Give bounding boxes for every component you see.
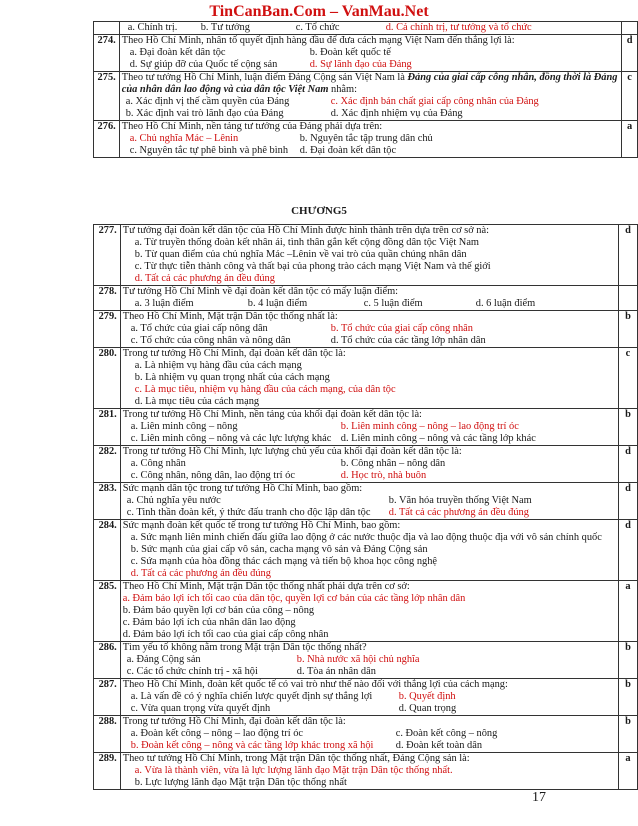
option-b: b. Văn hóa truyền thống Việt Nam xyxy=(388,495,532,506)
option-a: a. 3 luận điểm xyxy=(134,298,194,309)
option-c: c. Vừa quan trọng vừa quyết định xyxy=(130,703,271,714)
question-number: 284. xyxy=(94,520,121,581)
question-number: 277. xyxy=(94,225,121,286)
question-table-chapter5 xyxy=(93,224,638,790)
table-row xyxy=(94,409,638,446)
question-text: Sức mạnh đoàn kết quốc tế trong tư tưởng Hồ Chí Minh, bao gồm: xyxy=(122,520,401,531)
table-row xyxy=(94,121,638,158)
option-a: a. Tổ chức của giai cấp nông dân xyxy=(130,323,268,334)
option-c: c. Tinh thần đoàn kết, ý thức đấu tranh cho độc lập dân tộc xyxy=(126,507,371,518)
answer: d xyxy=(618,520,637,581)
answer: a xyxy=(618,581,637,642)
site-header: TinCanBan.Com – VanMau.Net xyxy=(209,3,429,20)
question-number: 289. xyxy=(94,753,121,790)
option-c: c. Sứa mạnh của hòa đồng thác cách mạng và tiến bộ khoa học công nghệ xyxy=(130,556,438,567)
question-text: Tư tưởng đại đoàn kết dân tộc của Hồ Chí Minh được hình thành trên dựa trên cơ sở nà: xyxy=(122,225,489,236)
question-number: 282. xyxy=(94,446,121,483)
option-d: d. Đảm bảo lợi ích tối cao của giai cấp công nhân xyxy=(122,629,329,640)
table-row xyxy=(94,311,638,348)
answer: c xyxy=(618,348,637,409)
option-c: d. Sự giúp đỡ của Quốc tế cộng sản xyxy=(129,59,278,70)
question-number: 278. xyxy=(94,286,121,311)
answer: a xyxy=(618,753,637,790)
answer: d xyxy=(622,35,638,72)
question-number: 288. xyxy=(94,716,121,753)
question-table-top xyxy=(93,21,638,158)
answer xyxy=(618,286,637,311)
answer: d xyxy=(618,446,637,483)
answer: d xyxy=(618,225,637,286)
answer: c xyxy=(622,72,638,121)
option-a: a. Từ truyền thống đoàn kết nhân ái, tình thân gắn kết cộng đồng dân tộc Việt Nam xyxy=(134,237,480,248)
question-number: 285. xyxy=(94,581,121,642)
option-d: d. 6 luận điểm xyxy=(475,298,536,309)
option-c: c. Xác định bản chất giai cấp công nhân của Đảng xyxy=(330,96,539,107)
option-a: a. Đoàn kết công – nông – lao động trí óc xyxy=(130,728,304,739)
table-row xyxy=(94,642,638,679)
option-b: b. Đoàn kết công – nông và các tầng lớp khác trong xã hội xyxy=(130,740,374,751)
option-c: c. Liên minh công – nông và các lực lượng khác xyxy=(130,433,332,444)
option-d: d. Học trò, nhà buôn xyxy=(340,470,427,481)
option-a: a. Công nhân xyxy=(130,458,186,469)
question-text: Trong tư tưởng Hồ Chí Minh, đại đoàn kết dân tộc là: xyxy=(122,348,346,359)
table-row xyxy=(94,446,638,483)
table-row xyxy=(94,753,638,790)
option-b: b. Đảm bảo quyền lợi cơ bản của công – nông xyxy=(122,605,315,616)
option-d: d. Tất cả các phương án đều đúng xyxy=(130,568,271,579)
table-row xyxy=(94,35,638,72)
question-text: Trong tư tưởng Hồ Chí Minh, lực lượng chủ yếu của khối đại đoàn kết dân tộc là: xyxy=(122,446,462,457)
option-c: c. Từ thực tiễn thành công và thất bại của phong trào cách mạng Việt Nam và thế giới xyxy=(134,261,491,272)
option-d: d. Tổ chức của các tầng lớp nhân dân xyxy=(330,335,486,346)
answer: b xyxy=(618,311,637,348)
option-a: a. Chủ nghĩa yêu nước xyxy=(126,495,221,506)
option-c: c. Nguyên tắc tự phê bình và phê bình xyxy=(129,145,289,156)
options-row xyxy=(122,22,619,34)
answer: d xyxy=(618,483,637,520)
question-number: 280. xyxy=(94,348,121,409)
option-a: a. Sức mạnh liên minh chiến đấu giữa lao động ở các nước thuộc địa và lao động thuộc địa với vô sản chính quốc xyxy=(130,532,602,543)
option-d: d. Tất cả các phương án đều đúng xyxy=(388,507,529,518)
option-d: d. Tất cả các phương án đều đúng xyxy=(134,273,275,284)
option-b: b. Sức mạnh của giai cấp vô sản, cacha mạng vô sản và Đảng Cộng sản xyxy=(130,544,428,555)
table-row: 275. Theo tư tưởng Hồ Chí Minh, luận điểm Đảng Cộng sản Việt Nam là Đảng của giai cấp công nhân, đồng thời là Đảng của nhân dân lao động và của dân tộc Việt Nam nhằm: a. Xác định vị thế cầm quyền của Đảng c. Xác định bản chất giai cấp công nhân của Đảng b. Xác định vai trò lãnh đạo của Đảng d. Xác định nhiệm vụ của Đảng c xyxy=(94,72,638,121)
option-a: a. Chủ nghĩa Mác – Lênin xyxy=(129,133,239,144)
option-d: d. Quan trọng xyxy=(398,703,457,714)
option-b: b. 4 luận điểm xyxy=(247,298,308,309)
option-c: c. Tổ chức của công nhân và nông dân xyxy=(130,335,291,346)
chapter-heading: CHƯƠNG5 xyxy=(291,205,347,217)
page-number: 17 xyxy=(532,790,546,805)
option-c: c. Đảm bảo lợi ích của nhân dân lao động xyxy=(122,617,296,628)
option-d: d. Tòa án nhân dân xyxy=(296,666,376,677)
option-b: b. Nguyên tắc tập trung dân chủ xyxy=(299,133,433,144)
option-d: d. Là mục tiêu của cách mạng xyxy=(134,396,260,407)
option-b: b. Công nhân – nông dân xyxy=(340,458,446,469)
option-a: a. Vừa là thành viên, vừa là lực lượng lãnh đạo Mặt trận Dân tộc thống nhất. xyxy=(134,765,453,776)
question-number: 275. xyxy=(94,72,120,121)
question-text: Tư tưởng Hồ Chí Minh về đại đoàn kết dân tộc có mấy luận điểm: xyxy=(122,286,399,297)
option-b: b. Tổ chức của giai cấp công nhân xyxy=(330,323,473,334)
table-row xyxy=(94,520,638,581)
question-text: Theo Hồ Chí Minh, Mặt trận Dân tộc thống nhất phải dựa trên cơ sở: xyxy=(122,581,410,592)
table-row xyxy=(94,22,638,35)
option-d: d. Liên minh công – nông và các tầng lớp khác xyxy=(340,433,536,444)
answer: b xyxy=(618,642,637,679)
question-number: 279. xyxy=(94,311,121,348)
option-b: b. Lực lượng lãnh đạo Mặt trận Dân tộc thống nhất xyxy=(134,777,347,788)
answer: b xyxy=(618,679,637,716)
question-text: Theo tư tưởng Hồ Chí Minh, trong Mặt trận Dân tộc thống nhất, Đảng Cộng sản là: xyxy=(122,753,470,764)
option-b: b. Quyết định xyxy=(398,691,456,702)
option-c: c. Các tổ chức chính trị - xã hội xyxy=(126,666,258,677)
question-number: 281. xyxy=(94,409,121,446)
table-row xyxy=(94,286,638,311)
question-text: Theo Hồ Chí Minh, Mặt trận Dân tộc thống nhất là: xyxy=(122,311,338,322)
option-a: a. Liên minh công – nông xyxy=(130,421,238,432)
option-c: c. 5 luận điểm xyxy=(363,298,423,309)
question-text: Theo tư tưởng Hồ Chí Minh, luận điểm Đảng Cộng sản Việt Nam là Đảng của giai cấp công nhân, đồng thời là Đảng xyxy=(121,72,618,83)
option-a: a. Là vấn đề có ý nghĩa chiến lược quyết định sự thắng lợi xyxy=(130,691,373,702)
option-a: a. Là nhiệm vụ hàng đầu của cách mạng xyxy=(134,360,302,371)
question-text: Theo Hồ Chí Minh, nền tảng tư tưởng của Đảng phải dựa trên: xyxy=(121,121,383,132)
question-text: Trong tư tưởng Hồ Chí Minh, nền tảng của khối đại đoàn kết dân tộc là: xyxy=(122,409,422,420)
option-c: c. Tổ chức xyxy=(295,22,340,33)
answer: b xyxy=(618,409,637,446)
option-d: d. Xác định nhiệm vụ của Đảng xyxy=(330,108,463,119)
option-a: a. Đảng Cộng sản xyxy=(126,654,201,665)
option-b: b. Nhà nước xã hội chủ nghĩa xyxy=(296,654,420,665)
answer: b xyxy=(618,716,637,753)
table-row xyxy=(94,225,638,286)
option-b: b. Từ quan điểm của chủ nghĩa Mác –Lênin về vai trò của quần chúng nhân dân xyxy=(134,249,467,260)
option-c: c. Là mục tiêu, nhiệm vụ hàng đầu của cách mạng, của dân tộc xyxy=(134,384,396,395)
table-row xyxy=(94,716,638,753)
answer: a xyxy=(622,121,638,158)
option-d: d. Sự lãnh đạo của Đảng xyxy=(309,59,412,70)
option-c: c. Công nhân, nông dân, lao động trí óc xyxy=(130,470,295,481)
table-row xyxy=(94,581,638,642)
question-text: Tìm yếu tố không nằm trong Mặt trận Dân tộc thống nhất? xyxy=(122,642,367,653)
question-number: 276. xyxy=(94,121,120,158)
option-b: b. Là nhiệm vụ quan trọng nhất của cách mạng xyxy=(134,372,330,383)
option-d: d. Đoàn kết toàn dân xyxy=(395,740,483,751)
option-a: a. Đại đoàn kết dân tộc xyxy=(129,47,226,58)
option-b: b. Liên minh công – nông – lao động trí óc xyxy=(340,421,519,432)
option-a: a. Đảm bảo lợi ích tối cao của dân tộc, quyền lợi cơ bản của các tầng lớp nhân dân xyxy=(122,593,466,604)
option-a: a. Chính trị. xyxy=(127,22,178,33)
question-number: 286. xyxy=(94,642,121,679)
table-row xyxy=(94,348,638,409)
option-b: b. Xác định vai trò lãnh đạo của Đảng xyxy=(125,108,284,119)
question-text: Sức mạnh dân tộc trong tư tưởng Hồ Chí Minh, bao gồm: xyxy=(122,483,363,494)
option-b: b. Tư tưởng xyxy=(200,22,250,33)
question-number: 287. xyxy=(94,679,121,716)
option-c: c. Đoàn kết công – nông xyxy=(395,728,498,739)
option-d: d. Đại đoàn kết dân tộc xyxy=(299,145,397,156)
table-row xyxy=(94,483,638,520)
question-text: Trong tư tưởng Hồ Chí Minh, đại đoàn kết dân tộc là: xyxy=(122,716,346,727)
table-row xyxy=(94,679,638,716)
question-number: 283. xyxy=(94,483,121,520)
option-d: d. Cả chính trị, tư tưởng và tổ chức xyxy=(385,22,532,33)
option-a: a. Xác định vị thế cầm quyền của Đảng xyxy=(125,96,290,107)
question-number: 274. xyxy=(94,35,120,72)
question-text: Theo Hồ Chí Minh, đoàn kết quốc tế có vai trò như thế nào đối với thắng lợi của cách mạng: xyxy=(122,679,508,690)
question-text: Theo Hồ Chí Minh, nhân tố quyết định hàng đầu để đưa cách mạng Việt Nam đến thắng lợi là: xyxy=(121,35,515,46)
option-b: b. Đoàn kết quốc tế xyxy=(309,47,391,58)
